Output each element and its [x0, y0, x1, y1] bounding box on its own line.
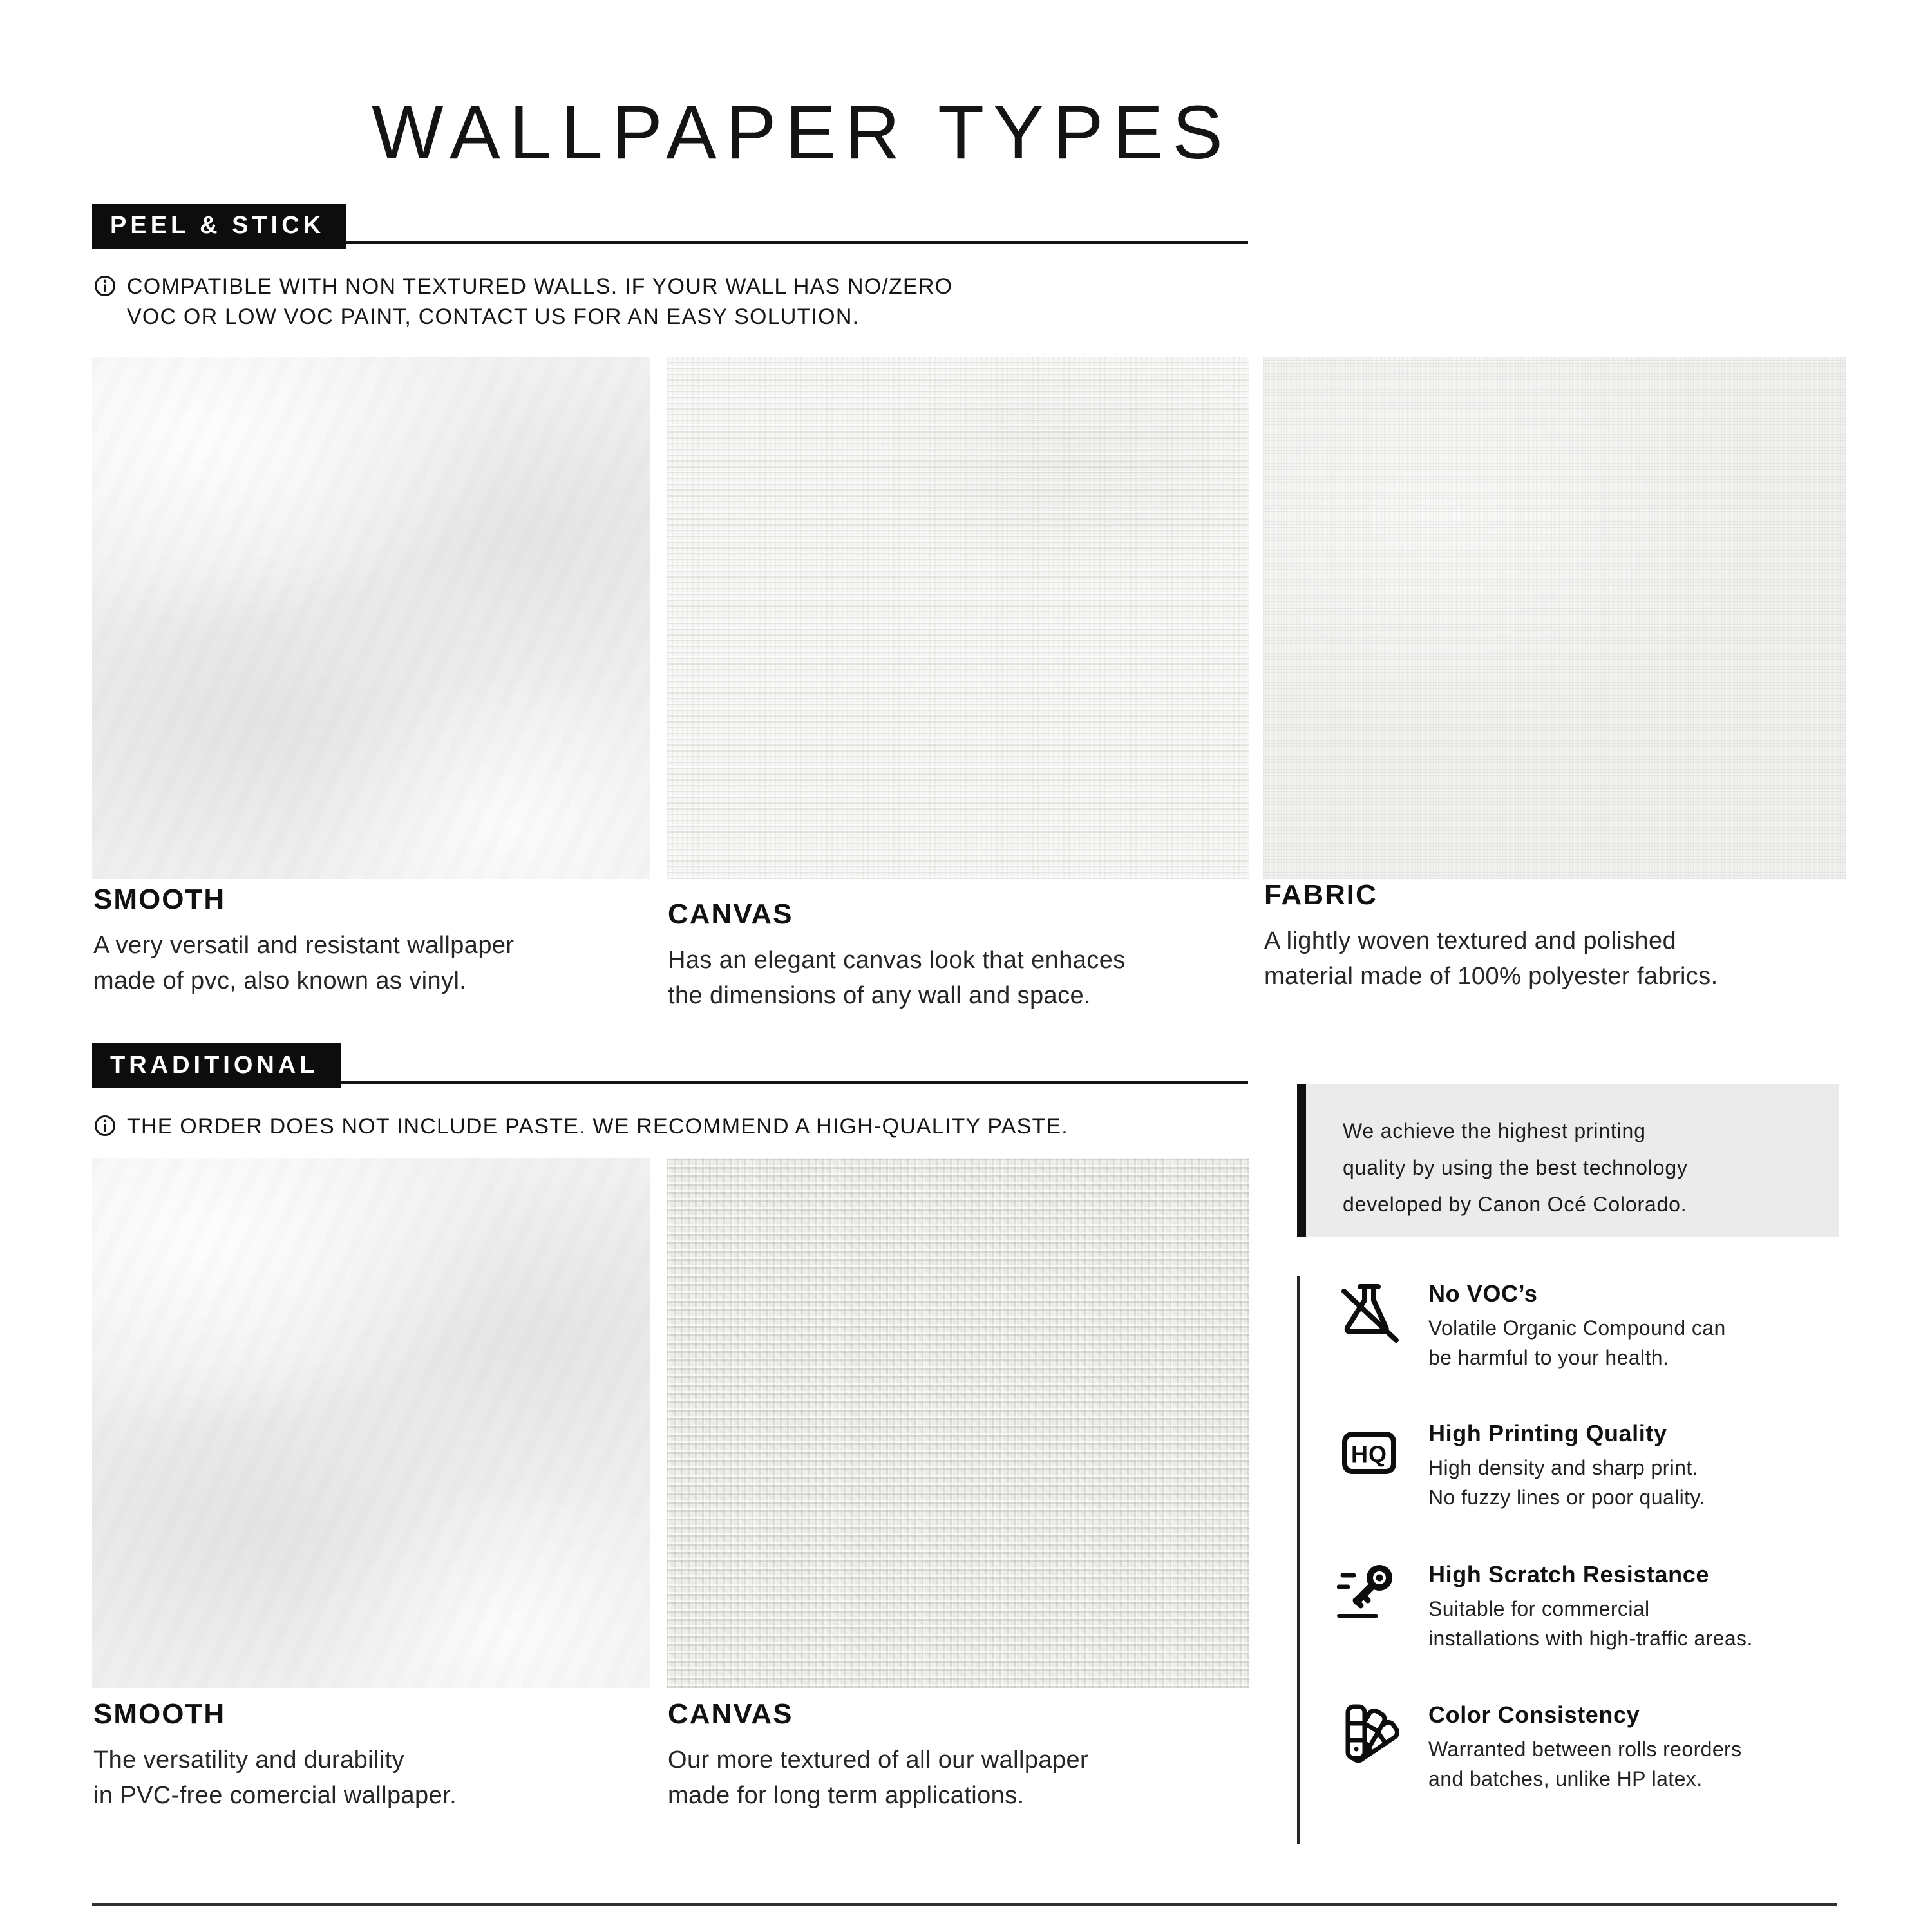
footer-divider-line [92, 1903, 1837, 1906]
swatch-title: CANVAS [668, 898, 793, 930]
svg-text:HQ: HQ [1351, 1441, 1387, 1468]
feature-color-consistency [1337, 1701, 1852, 1794]
features-divider-line [1297, 1276, 1300, 1844]
feature-text [1428, 1561, 1753, 1653]
swatch-description: Has an elegant canvas look that enhaces the dimensions of any wall and space. [668, 947, 1126, 1009]
section-label-peel-and-stick: PEEL & STICK [92, 204, 346, 249]
feature-title: Color Consistency [1428, 1701, 1640, 1728]
peel-stick-note-text: COMPATIBLE WITH NON TEXTURED WALLS. IF YOUR WALL HAS NO/ZERO VOC OR LOW VOC PAINT, CONTACT US FOR AN EASY SOLUTION. [127, 274, 953, 329]
page-title: WALLPAPER TYPES [372, 90, 1232, 175]
swatch-description: A lightly woven textured and polished material made of 100% polyester fabrics. [1264, 927, 1718, 990]
section-label-traditional: TRADITIONAL [92, 1043, 341, 1088]
swatch-description: The versatility and durability in PVC-free comercial wallpaper. [93, 1747, 457, 1809]
feature-title: High Printing Quality [1428, 1420, 1667, 1446]
feature-text [1428, 1280, 1726, 1372]
feature-title: No VOC’s [1428, 1280, 1538, 1307]
feature-description: Suitable for commercial installations with high-traffic areas. [1428, 1597, 1753, 1651]
swatch-title: SMOOTH [93, 1698, 226, 1730]
no-voc-flask-icon [1337, 1280, 1401, 1345]
traditional-note-text: THE ORDER DOES NOT INCLUDE PASTE. WE RECOMMEND A HIGH-QUALITY PASTE. [127, 1114, 1068, 1139]
caption-traditional-smooth [93, 1700, 673, 1814]
feature-high-printing-quality [1337, 1420, 1852, 1512]
swatch-title: FABRIC [1264, 879, 1378, 911]
caption-peel-smooth [93, 886, 673, 999]
feature-high-scratch-resistance [1337, 1561, 1852, 1653]
info-icon [93, 1114, 117, 1137]
feature-description: Warranted between rolls reorders and batches, unlike HP latex. [1428, 1738, 1742, 1791]
caption-peel-canvas [668, 900, 1273, 1014]
peel-stick-note [93, 272, 952, 332]
swatch-image-peel-smooth [92, 357, 650, 879]
swatch-description: Our more textured of all our wallpaper made for long term applications. [668, 1747, 1089, 1809]
swatch-image-traditional-canvas [667, 1158, 1249, 1688]
feature-no-vocs [1337, 1280, 1852, 1372]
printing-quality-callout: We achieve the highest printing quality by using the best technology developed by Canon Océ Colorado. [1297, 1084, 1839, 1237]
feature-text [1428, 1701, 1742, 1794]
swatch-title: CANVAS [668, 1698, 793, 1730]
feature-description: High density and sharp print. No fuzzy lines or poor quality. [1428, 1456, 1705, 1510]
caption-peel-fabric [1264, 881, 1870, 994]
feature-title: High Scratch Resistance [1428, 1561, 1709, 1587]
swatch-description: A very versatil and resistant wallpaper made of pvc, also known as vinyl. [93, 932, 515, 994]
color-swatches-icon [1337, 1701, 1401, 1766]
caption-traditional-canvas [668, 1700, 1273, 1814]
feature-description: Volatile Organic Compound can be harmful to your health. [1428, 1316, 1726, 1370]
info-icon [93, 274, 117, 298]
scratch-key-icon [1337, 1561, 1401, 1625]
swatch-image-peel-fabric [1263, 357, 1846, 879]
swatch-image-peel-canvas [667, 357, 1249, 879]
swatch-image-traditional-smooth [92, 1158, 650, 1688]
traditional-note [93, 1112, 1068, 1142]
feature-text [1428, 1420, 1705, 1512]
swatch-title: SMOOTH [93, 884, 226, 915]
hq-badge-icon [1337, 1420, 1401, 1484]
